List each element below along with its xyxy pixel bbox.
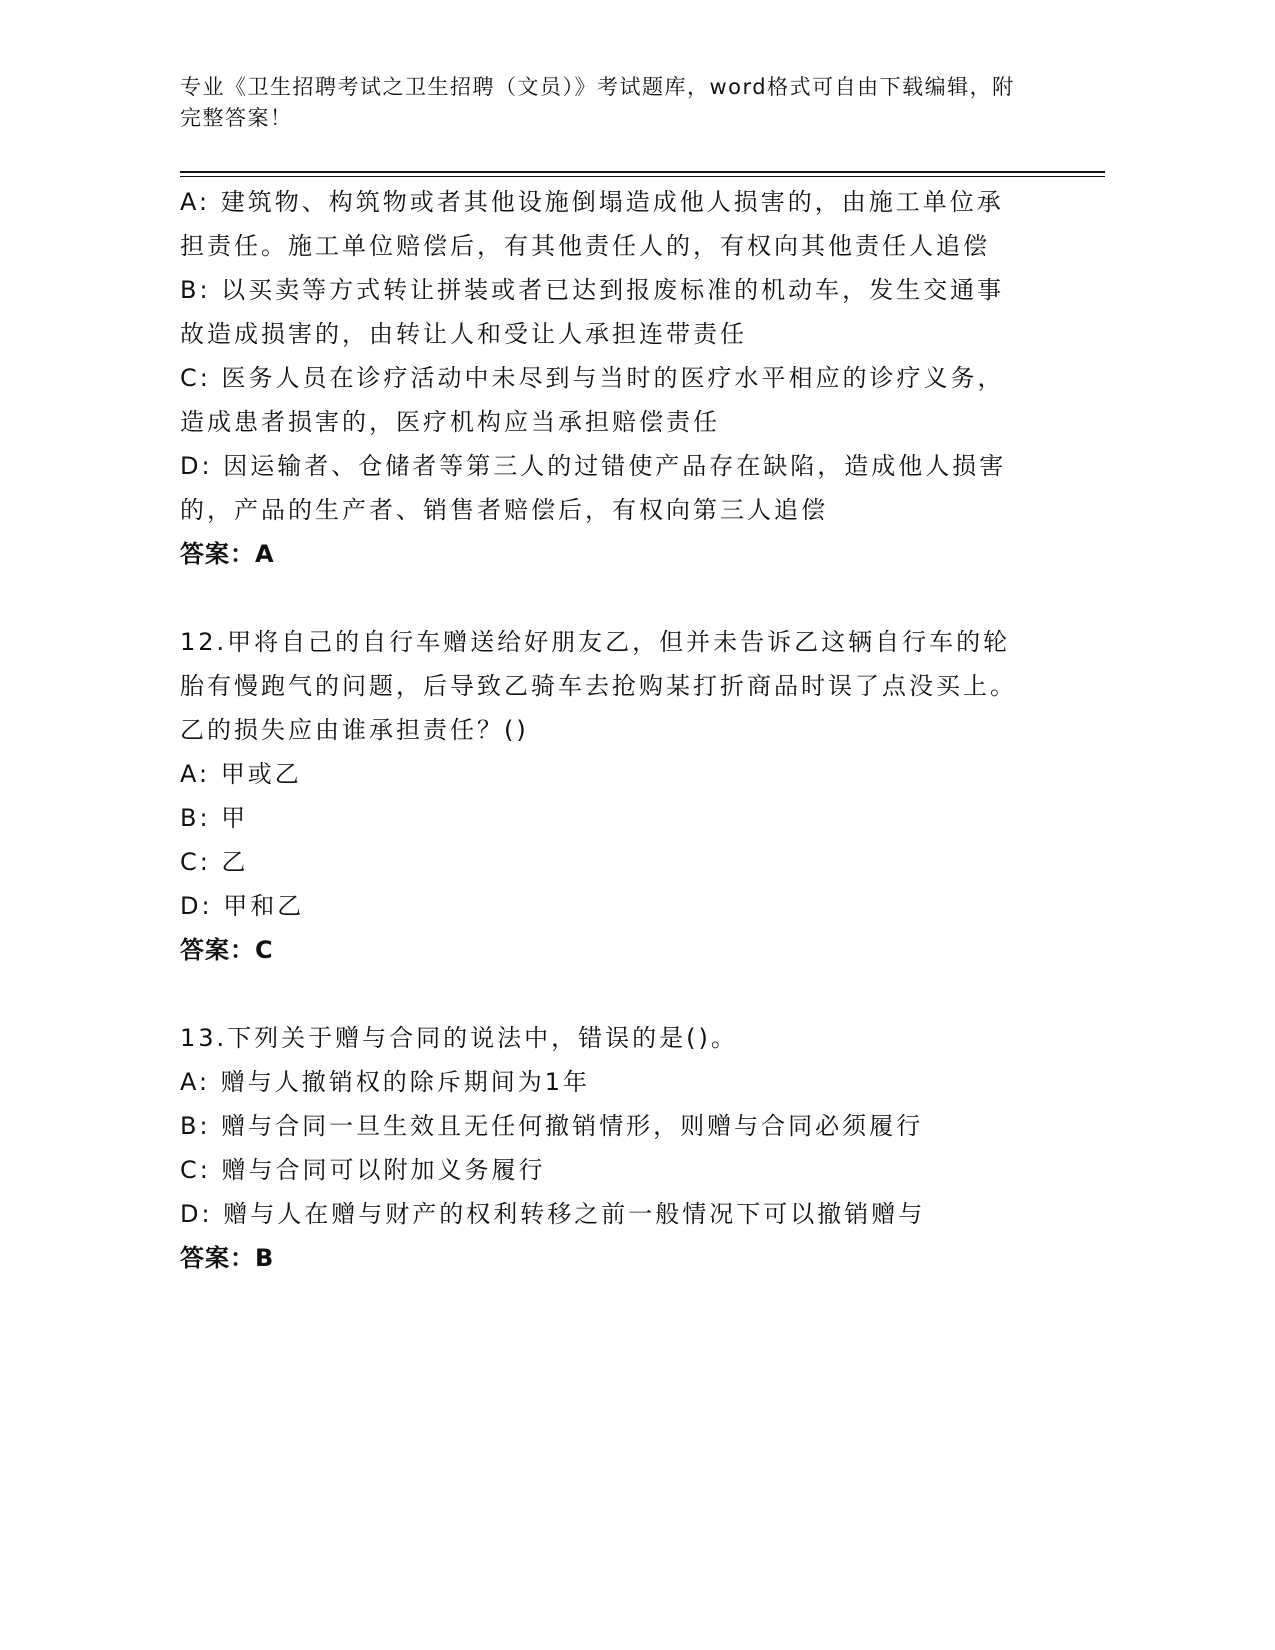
answer: 答案：A [180, 540, 275, 568]
option-d: D: 甲和乙 [180, 892, 305, 920]
option-a: A: 甲或乙 [180, 760, 302, 788]
answer: 答案：B [180, 1244, 275, 1272]
question-11 [180, 180, 1030, 576]
option-d: D: 因运输者、仓储者等第三人的过错使产品存在缺陷，造成他人损害的，产品的生产者、销售者赔偿后，有权向第三人追偿 [180, 452, 1007, 524]
answer: 答案：C [180, 936, 274, 964]
header-rule-thin [180, 176, 1105, 177]
option-b: B: 赠与合同一旦生效且无任何撤销情形，则赠与合同必须履行 [180, 1112, 924, 1140]
option-a: A: 建筑物、构筑物或者其他设施倒塌造成他人损害的，由施工单位承担责任。施工单位赔偿后，有其他责任人的，有权向其他责任人追偿 [180, 188, 1004, 260]
option-c: C: 赠与合同可以附加义务履行 [180, 1156, 546, 1184]
option-c: C: 乙 [180, 848, 249, 876]
option-c: C: 医务人员在诊疗活动中未尽到与当时的医疗水平相应的诊疗义务，造成患者损害的，医疗机构应当承担赔偿责任 [180, 364, 1005, 436]
option-b: B: 甲 [180, 804, 249, 832]
option-d: D: 赠与人在赠与财产的权利转移之前一般情况下可以撤销赠与 [180, 1200, 926, 1228]
question-list [180, 180, 1030, 1280]
header-rule [180, 171, 1105, 173]
document-header: 专业《卫生招聘考试之卫生招聘（文员）》考试题库，word格式可自由下载编辑，附完整答案！ [180, 75, 1015, 130]
option-a: A: 赠与人撤销权的除斥期间为1年 [180, 1068, 590, 1096]
question-13 [180, 1016, 1030, 1280]
question-stem: 13.下列关于赠与合同的说法中，错误的是()。 [180, 1024, 738, 1052]
question-12 [180, 620, 1030, 972]
option-b: B: 以买卖等方式转让拼装或者已达到报废标准的机动车，发生交通事故造成损害的，由转让人和受让人承担连带责任 [180, 276, 1005, 348]
question-stem: 12.甲将自己的自行车赠送给好朋友乙，但并未告诉乙这辆自行车的轮胎有慢跑气的问题，后导致乙骑车去抢购某打折商品时误了点没买上。乙的损失应由谁承担责任？() [180, 628, 1017, 744]
